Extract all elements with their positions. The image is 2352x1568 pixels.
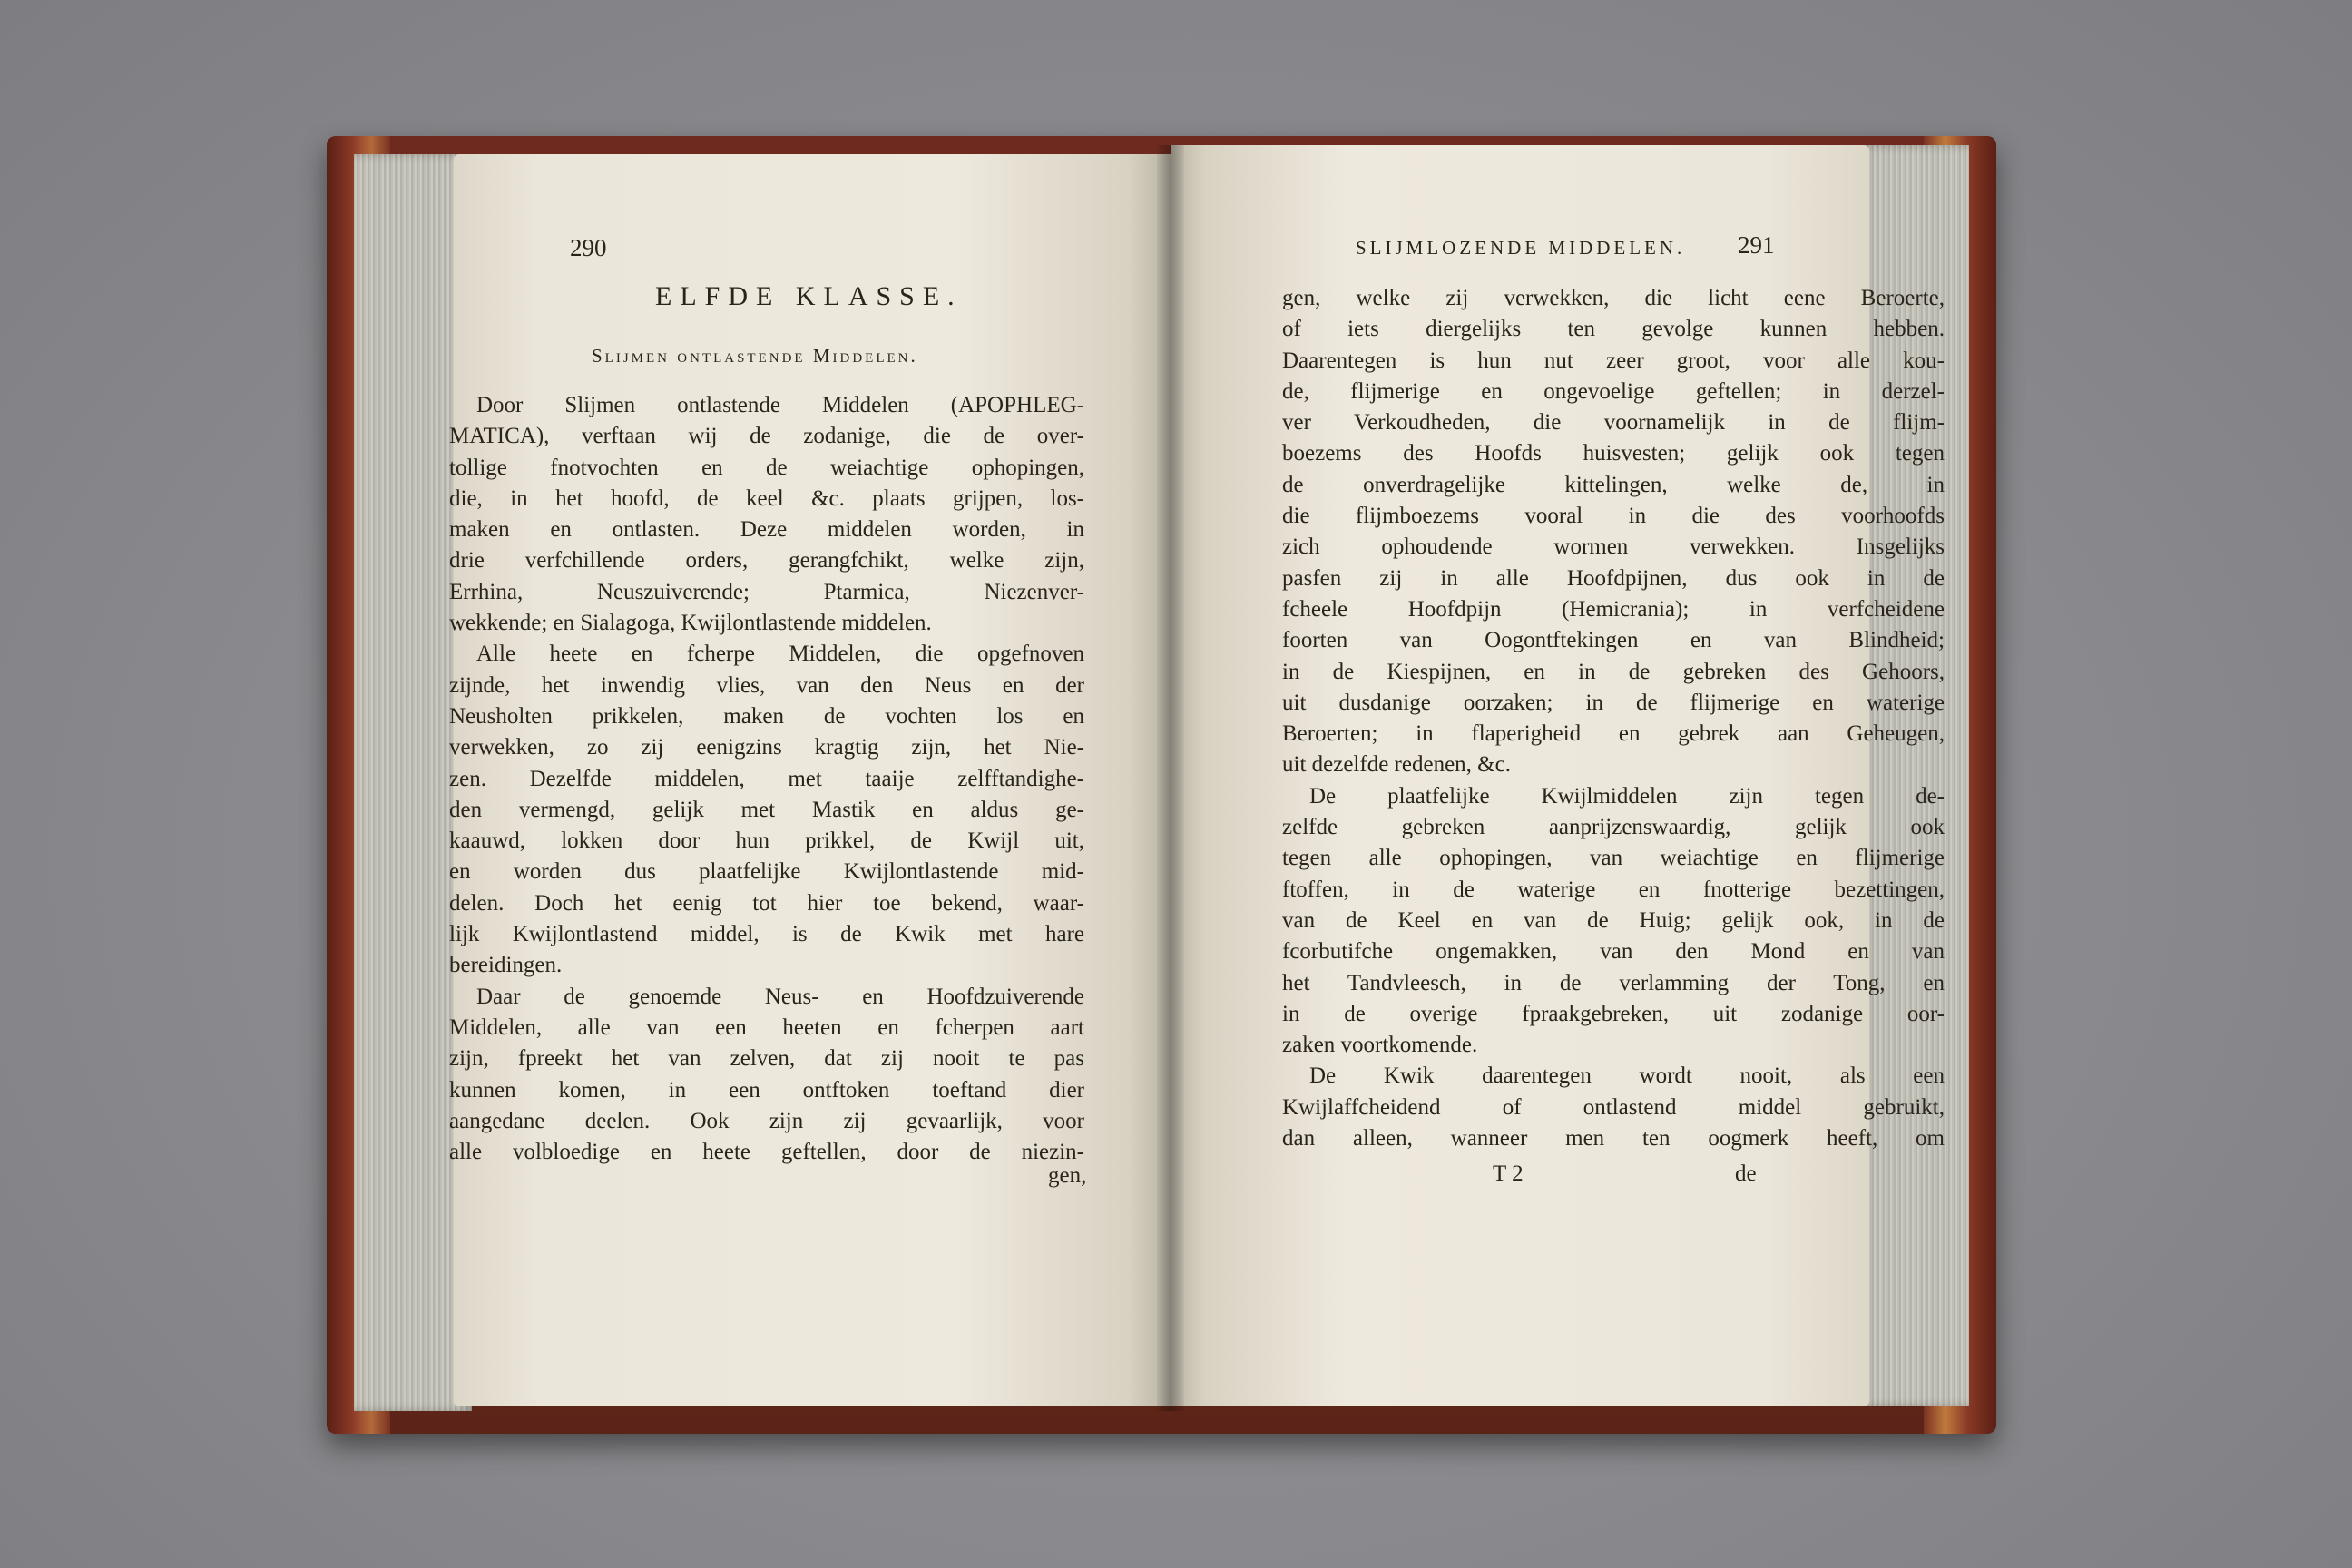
text-line: Middelen, alle van een heeten en fcherpen aart [449, 1014, 1084, 1040]
text-line: zijn, fpreekt het van zelven, dat zij nooit te pas [449, 1046, 1084, 1072]
text-line: Door Slijmen ontlastende Middelen (APOPHLEG- [476, 393, 1084, 417]
running-head: SLIJMLOZENDE MIDDELEN. [1356, 237, 1686, 259]
text-line: en worden dus plaatfelijke Kwijlontlastende mid- [449, 859, 1084, 885]
text-line: in de Kiespijnen, en in de gebreken des Gehoors, [1282, 659, 1945, 684]
text-line: kunnen komen, in een ontftoken toeftand dier [449, 1077, 1084, 1102]
text-line: aangedane deelen. Ook zijn zij gevaarlijk, voor [449, 1108, 1084, 1133]
text-line: den vermengd, gelijk met Mastik en aldus ge- [449, 797, 1084, 822]
text-line: Neusholten prikkelen, maken de vochten los en [449, 703, 1084, 729]
text-line: wekkende; en Sialagoga, Kwijlontlastende middelen. [449, 611, 932, 636]
right-page-text [1282, 283, 1945, 1154]
left-page-text [449, 390, 1084, 1168]
text-line: gen, welke zij verwekken, die licht eene Beroerte, [1282, 286, 1945, 310]
text-line: lijk Kwijlontlastend middel, is de Kwik met hare [449, 922, 1084, 947]
text-line: die flijmboezems vooral in die des voorhoofds [1282, 504, 1945, 529]
text-line: dan alleen, wanneer men ten oogmerk heeft, om [1282, 1126, 1945, 1152]
gutter-shadow [1157, 145, 1184, 1411]
text-line: die, in het hoofd, de keel &c. plaats grijpen, los- [449, 485, 1084, 511]
text-line: kaauwd, lokken door hun prikkel, de Kwijl uit, [449, 828, 1084, 854]
text-line: fcheele Hoofdpijn (Hemicrania); in verfcheidene [1282, 596, 1945, 622]
text-line: De Kwik daarentegen wordt nooit, als een [1309, 1063, 1945, 1089]
text-line: pasfen zij in alle Hoofdpijnen, dus ook in de [1282, 565, 1945, 591]
text-line: zelfde gebreken aanprijzenswaardig, gelijk ook [1282, 815, 1945, 840]
text-line: Errhina, Neuszuiverende; Ptarmica, Niezenver- [449, 579, 1084, 604]
page-number-right: 291 [1738, 231, 1775, 259]
signature-mark: T 2 [1493, 1161, 1524, 1186]
text-line: Daarentegen is hun nut zeer groot, voor alle kou- [1282, 348, 1945, 373]
text-line: Alle heete en fcherpe Middelen, die opgefnoven [476, 642, 1084, 667]
text-line: MATICA), verftaan wij de zodanige, die de over- [449, 424, 1084, 449]
text-line: delen. Doch het eenig tot hier toe bekend, waar- [449, 890, 1084, 916]
text-line: fcorbutifche ongemakken, van den Mond en van [1282, 939, 1945, 965]
text-line: van de Keel en van de Huig; gelijk ook, in de [1282, 907, 1945, 933]
chapter-heading: ELFDE KLASSE. [655, 281, 963, 311]
text-line: of iets diergelijks ten gevolge kunnen hebben. [1282, 317, 1945, 342]
text-line: tollige fnotvochten en de weiachtige ophopingen, [449, 455, 1084, 480]
text-line: tegen alle ophopingen, van weiachtige en flijmerige [1282, 846, 1945, 871]
text-line: de onverdragelijke kittelingen, welke de, in [1282, 472, 1945, 497]
catchword-left: gen, [1048, 1163, 1087, 1188]
text-line: ftoffen, in de waterige en fnotterige bezettingen, [1282, 877, 1945, 902]
text-line: alle volbloedige en heete geftellen, door de niezin- [449, 1140, 1084, 1165]
text-line: boezems des Hoofds huisvesten; gelijk ook tegen [1282, 441, 1945, 466]
text-line: ver Verkoudheden, die voornamelijk in de flijm- [1282, 410, 1945, 436]
text-line: Beroerten; in flaperigheid en gebrek aan Geheugen, [1282, 721, 1945, 747]
text-line: zaken voortkomende. [1282, 1033, 1478, 1058]
section-heading: Slijmen ontlastende Middelen. [592, 345, 918, 367]
text-line: zijnde, het inwendig vlies, van den Neus en der [449, 672, 1084, 698]
text-line: Daar de genoemde Neus- en Hoofdzuiverende [476, 984, 1084, 1009]
text-line: maken en ontlasten. Deze middelen worden, in [449, 517, 1084, 543]
text-line: het Tandvleesch, in de verlamming der Tong, en [1282, 970, 1945, 995]
catchword-right: de [1735, 1161, 1757, 1186]
text-line: uit dezelfde redenen, &c. [1282, 752, 1511, 778]
text-line: drie verfchillende orders, gerangfchikt, welke zijn, [449, 548, 1084, 573]
text-line: zich ophoudende wormen verwekken. Insgelijks [1282, 534, 1945, 560]
page-number-left: 290 [570, 234, 607, 261]
text-line: bereidingen. [449, 953, 563, 978]
text-line: zen. Dezelfde middelen, met taaije zelfftandighe- [449, 766, 1084, 791]
text-line: uit dusdanige oorzaken; in de flijmerige en waterige [1282, 690, 1945, 715]
text-line: verwekken, zo zij eenigzins kragtig zijn, het Nie- [449, 735, 1084, 760]
text-line: de, flijmerige en ongevoelige geftellen; in derzel- [1282, 378, 1945, 404]
text-line: Kwijlaffcheidend of ontlastend middel gebruikt, [1282, 1094, 1945, 1120]
text-line: in de overige fpraakgebreken, uit zodanige oor- [1282, 1001, 1945, 1026]
text-line: De plaatfelijke Kwijlmiddelen zijn tegen de- [1309, 783, 1945, 808]
text-line: foorten van Oogontftekingen en van Blindheid; [1282, 628, 1945, 653]
